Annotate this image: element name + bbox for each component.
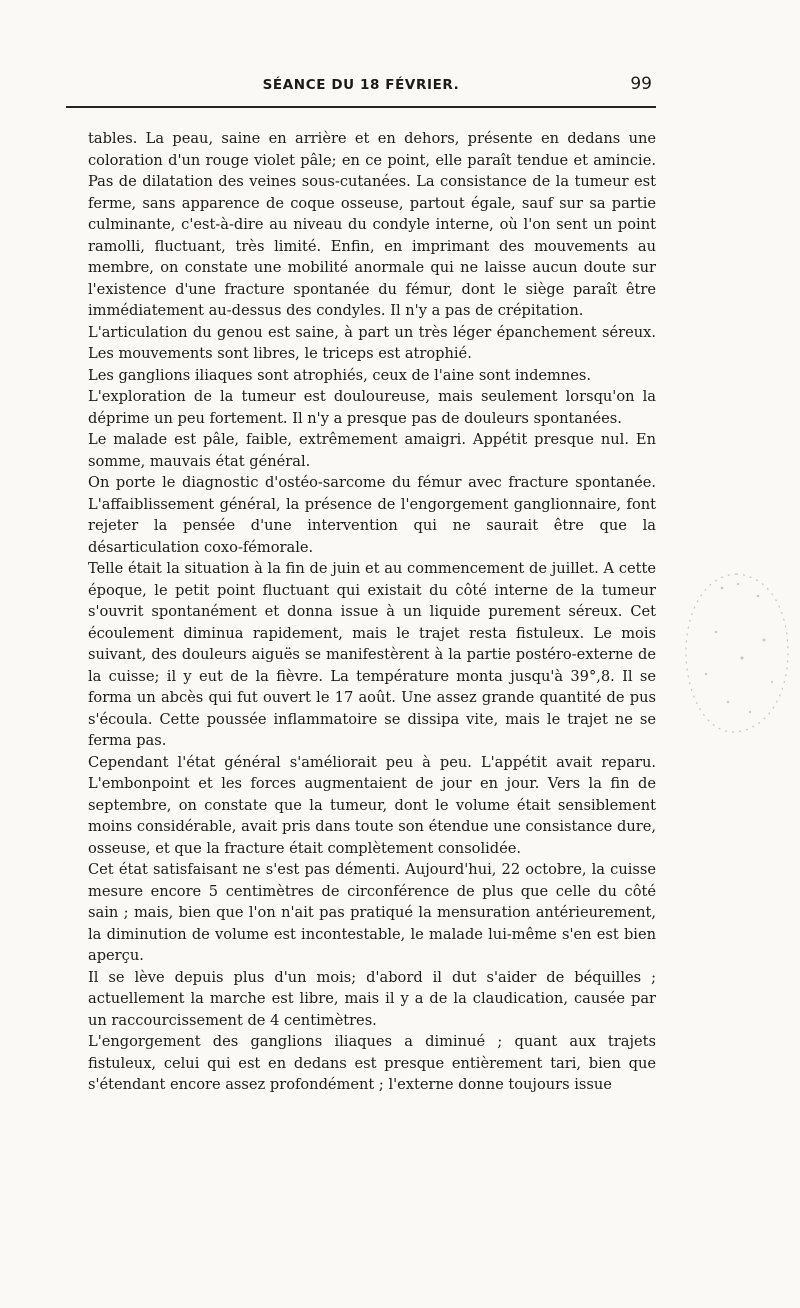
running-title: SÉANCE DU 18 FÉVRIER. (262, 77, 460, 93)
paragraph-11: L'engorgement des ganglions iliaques a diminué ; quant aux trajets fistuleux, celui qui est en dedans est presque entièrement tari, bien que s'étendant encore assez profondément ; l'externe donne toujours issue (88, 1033, 656, 1093)
page-number: 99 (630, 74, 652, 94)
paragraph-10: Il se lève depuis plus d'un mois; d'abord il dut s'aider de béquilles ; actuellement la marche est libre, mais il y a de la claudication, causée par un raccourcissement de 4 centimètres. (88, 968, 656, 1029)
paragraph-4: L'exploration de la tumeur est douloureuse, mais seulement lorsqu'on la déprime un peu fortement. Il n'y a presque pas de douleurs spontanées. (88, 388, 656, 427)
paragraph-3: Les ganglions iliaques sont atrophiés, ceux de l'aine sont indemnes. (88, 366, 592, 384)
paragraph-9: Cet état satisfaisant ne s'est pas démenti. Aujourd'hui, 22 octobre, la cuisse mesure encore 5 centimètres de circonférence de plus que celle du côté sain ; mais, bien que l'on n'ait pas pratiqué la mensuration antérieurement, la diminution de volume est incontestable, le malade lui-même s'en est bien aperçu. (88, 861, 656, 964)
paragraph-6: On porte le diagnostic d'ostéo-sarcome du fémur avec fracture spontanée. L'affaiblissement général, la présence de l'engorgement ganglionnaire, font rejeter la pensée d'une intervention qui ne saurait être que la désarticulation coxo-fémorale. (88, 474, 656, 556)
paragraph-2: L'articulation du genou est saine, à part un très léger épanchement séreux. Les mouvements sont libres, le triceps est atrophié. (88, 323, 656, 362)
body-text (88, 128, 656, 1096)
header-rule (66, 106, 656, 108)
faded-library-stamp (676, 562, 796, 742)
paragraph-8: Cependant l'état général s'améliorait peu à peu. L'appétit avait reparu. L'embonpoint et les forces augmentaient de jour en jour. Vers la fin de septembre, on constate que la tumeur, dont le volume était sensiblement moins considérable, avait pris dans toute son étendue une consistance dure, osseuse, et que la fracture était complètement consolidée. (88, 753, 656, 857)
running-head (66, 74, 656, 96)
paragraph-7: Telle était la situation à la fin de juin et au commencement de juillet. A cette époque, le petit point fluctuant qui existait du côté interne de la tumeur s'ouvrit spontanément et donna issue à un liquide purement séreux. Cet écoulement diminua rapidement, mais le trajet resta fistuleux. Le mois suivant, des douleurs aiguës se manifestèrent à la partie postéro-externe de la cuisse; il y eut de la fièvre. La température monta jusqu'à 39°,8. Il se forma un abcès qui fut ouvert le 17 août. Une assez grande quantité de pus s'écoula. Cette poussée inflammatoire se dissipa vite, mais le trajet ne se ferma pas. (88, 560, 656, 749)
paragraph-5: Le malade est pâle, faible, extrêmement amaigri. Appétit presque nul. En somme, mauvais état général. (88, 431, 656, 470)
paragraph-1: tables. La peau, saine en arrière et en dehors, présente en dedans une coloration d'un rouge violet pâle; en ce point, elle paraît tendue et amincie. Pas de dilatation des veines sous-cutanées. La consistance de la tumeur est ferme, sans apparence de coque osseuse, partout égale, sauf sur sa partie culminante, c'est-à-dire au niveau du condyle interne, où l'on sent un point ramolli, fluctuant, très limité. Enfin, en imprimant des mouvements au membre, on constate une mobilité anormale qui ne laisse aucun doute sur l'existence d'une fracture spontanée du fémur, dont le siège paraît être immédiatement au-dessus des condyles. Il n'y a pas de crépitation. (88, 130, 656, 319)
